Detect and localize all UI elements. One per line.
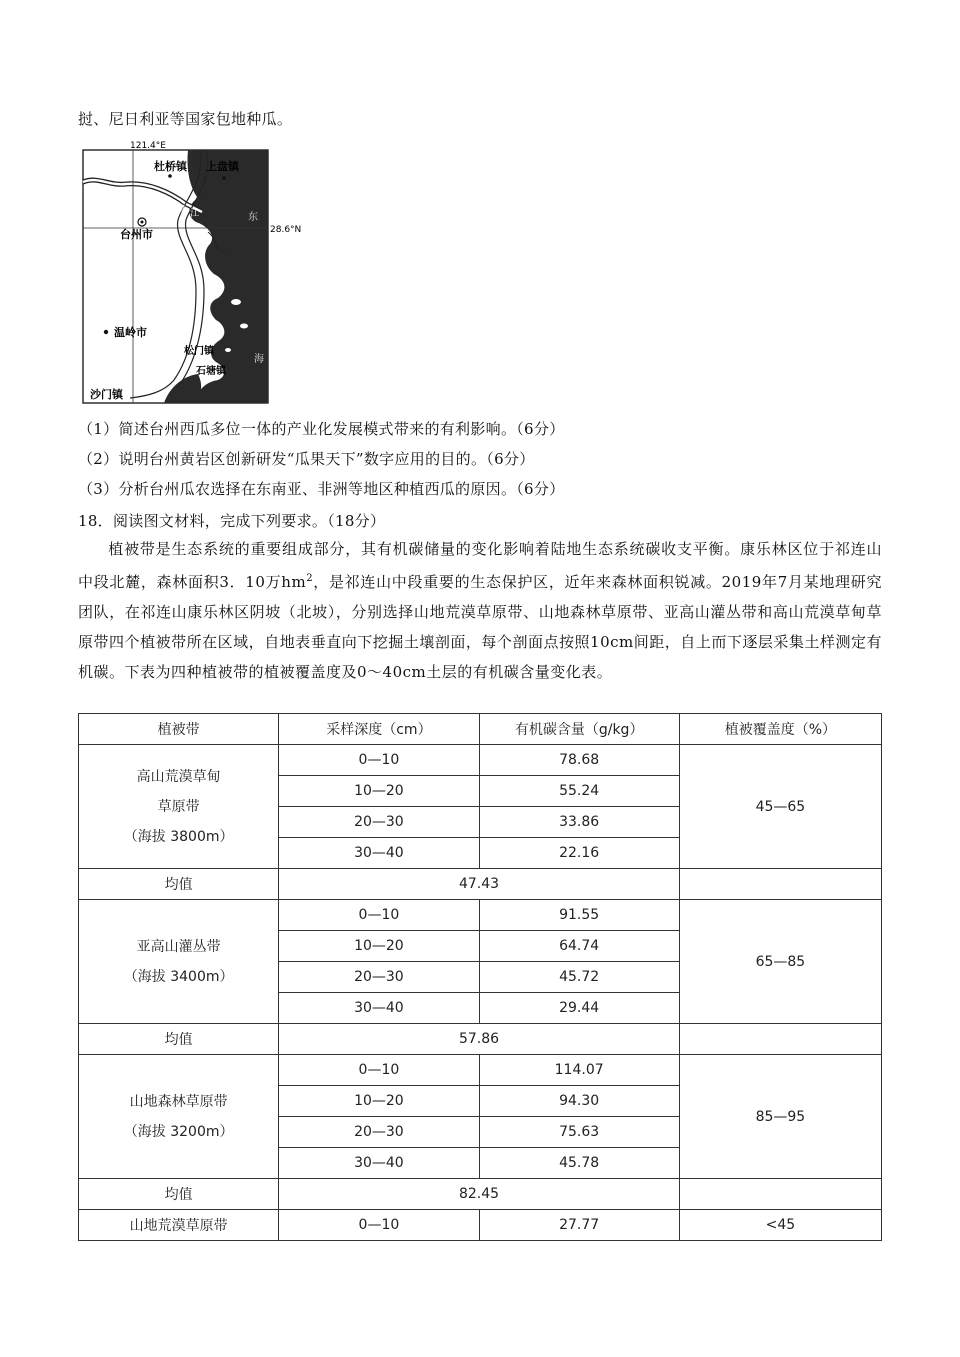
depth-cell: 10—20	[279, 931, 479, 962]
mean-row	[79, 1179, 882, 1210]
depth-cell: 0—10	[279, 900, 479, 931]
mean-value-cell: 47.43	[279, 869, 679, 900]
table-row	[79, 1055, 882, 1086]
taizhou-map	[78, 140, 318, 405]
coverage-cell: 85—95	[679, 1055, 881, 1179]
depth-cell: 30—40	[279, 1148, 479, 1179]
question-3: （3）分析台州瓜农选择在东南亚、非洲等地区种植西瓜的原因。（6分）	[78, 480, 565, 498]
carbon-cell: 114.07	[479, 1055, 679, 1086]
depth-cell: 0—10	[279, 1055, 479, 1086]
empty-cell	[679, 869, 881, 900]
river-char-jiang: 江	[190, 209, 200, 219]
zone-cell: 山地荒漠草原带	[79, 1210, 279, 1241]
table-row	[79, 1210, 882, 1241]
depth-cell: 0—10	[279, 745, 479, 776]
carbon-cell: 22.16	[479, 838, 679, 869]
town-dot	[168, 174, 172, 178]
q18-title: 18．阅读图文材料，完成下列要求。（18分）	[78, 512, 386, 530]
carbon-cell: 33.86	[479, 807, 679, 838]
city-dot	[104, 330, 108, 334]
sea-char-dong: 东	[248, 212, 258, 223]
table-row	[79, 745, 882, 776]
depth-cell: 30—40	[279, 838, 479, 869]
intro-line: 挝、尼日利亚等国家包地种瓜。	[78, 110, 293, 128]
place-shitang: 石塘镇	[196, 366, 226, 377]
header-vegetation-zone: 植被带	[79, 714, 279, 745]
mean-row	[79, 869, 882, 900]
question-1: （1）简述台州西瓜多位一体的产业化发展模式带来的有利影响。（6分）	[78, 420, 565, 438]
header-vegetation-coverage: 植被覆盖度（%）	[679, 714, 881, 745]
table-row	[79, 900, 882, 931]
depth-cell: 0—10	[279, 1210, 479, 1241]
mean-value-cell: 57.86	[279, 1024, 679, 1055]
place-taizhou: 台州市	[120, 228, 153, 241]
town-dot	[222, 176, 226, 180]
carbon-cell: 29.44	[479, 993, 679, 1024]
zone-cell: 亚高山灌丛带 （海拔 3400m）	[79, 900, 279, 1024]
place-songmen: 松门镇	[184, 346, 214, 357]
island	[240, 324, 248, 329]
island	[231, 299, 241, 305]
lat-label: 28.6°N	[270, 225, 302, 235]
empty-cell	[679, 1179, 881, 1210]
carbon-cell: 55.24	[479, 776, 679, 807]
carbon-cell: 45.78	[479, 1148, 679, 1179]
depth-cell: 20—30	[279, 962, 479, 993]
carbon-cell: 94.30	[479, 1086, 679, 1117]
carbon-cell: 78.68	[479, 745, 679, 776]
island	[225, 348, 231, 352]
zone-cell: 高山荒漠草甸 草原带 （海拔 3800m）	[79, 745, 279, 869]
coverage-cell: 65—85	[679, 900, 881, 1024]
header-organic-carbon: 有机碳含量（g/kg）	[479, 714, 679, 745]
depth-cell: 20—30	[279, 1117, 479, 1148]
depth-cell: 10—20	[279, 1086, 479, 1117]
mean-label-cell: 均值	[79, 1179, 279, 1210]
question-2: （2）说明台州黄岩区创新研发“瓜果天下”数字应用的目的。（6分）	[78, 450, 535, 468]
carbon-cell: 91.55	[479, 900, 679, 931]
depth-cell: 30—40	[279, 993, 479, 1024]
carbon-cell: 64.74	[479, 931, 679, 962]
place-wenling: 温岭市	[114, 326, 147, 339]
carbon-cell: 27.77	[479, 1210, 679, 1241]
empty-cell	[679, 1024, 881, 1055]
mean-label-cell: 均值	[79, 869, 279, 900]
carbon-cell: 75.63	[479, 1117, 679, 1148]
river-char-jiao: 椒	[176, 205, 186, 215]
zone-cell: 山地森林草原带 （海拔 3200m）	[79, 1055, 279, 1179]
place-shamen: 沙门镇	[90, 388, 123, 401]
coverage-cell: <45	[679, 1210, 881, 1241]
place-duqiao: 杜桥镇	[154, 160, 187, 173]
lon-label: 121.4°E	[130, 141, 166, 151]
depth-cell: 20—30	[279, 807, 479, 838]
place-shangpan: 上盘镇	[206, 160, 239, 173]
sea-char-hai: 海	[254, 354, 264, 365]
organic-carbon-table	[78, 713, 882, 1241]
mean-value-cell: 82.45	[279, 1179, 679, 1210]
mean-row	[79, 1024, 882, 1055]
coverage-cell: 45—65	[679, 745, 881, 869]
header-sampling-depth: 采样深度（cm）	[279, 714, 479, 745]
table-header-row	[79, 714, 882, 745]
depth-cell: 10—20	[279, 776, 479, 807]
q18-material: 植被带是生态系统的重要组成部分，其有机碳储量的变化影响着陆地生态系统碳收支平衡。康乐林区位于祁连山中段北麓，森林面积3．10万$hm^2$，是祁连山中段重要的生态保护区，近年来森林面积锐减。2019年7月某地理研究团队，在祁连山康乐林区阴坡（北坡），分别选择山地荒漠草原带、山地森林草原带、亚高山灌丛带和高山荒漠草甸草原带四个植被带所在区域，自地表垂直向下挖掘土壤剖面，每个剖面点按照10cm间距，自上而下逐层采集土样测定有机碳。下表为四种植被带的植被覆盖度及0～40cm土层的有机碳含量变化表。	[78, 540, 882, 681]
mean-label-cell: 均值	[79, 1024, 279, 1055]
carbon-cell: 45.72	[479, 962, 679, 993]
